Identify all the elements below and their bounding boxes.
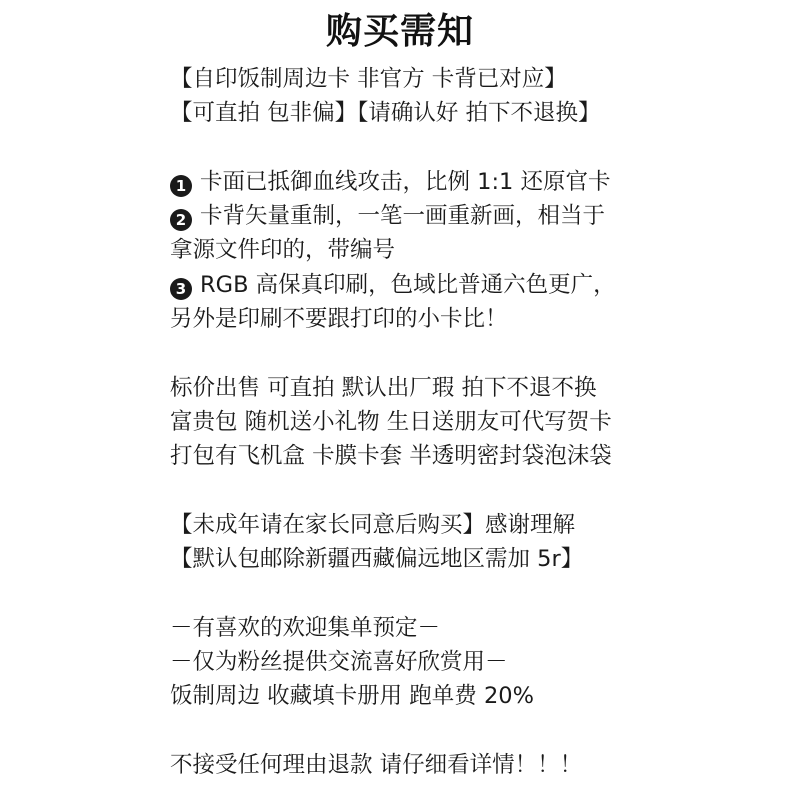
sales-line: 打包有飞机盒 卡膜卡套 半透明密封袋泡沫袋 [170,443,612,470]
feature-line [170,233,790,267]
extra-line: －有喜欢的欢迎集单预定－ [170,614,441,641]
feature-text: 卡背矢量重制，一笔一画重新画，相当于 [200,203,606,230]
feature-line [170,165,790,199]
feature-text: RGB 高保真印刷，色域比普通六色更广， [200,271,616,298]
spacer [170,131,790,165]
header-line: 【自印饭制周边卡 非官方 卡背已对应】 [170,66,567,92]
notice-line: 【未成年请在家长同意后购买】感谢理解 [170,511,576,538]
sales-line: 富贵包 随机送小礼物 生日送朋友可代写贺卡 [170,408,612,435]
number-3-icon: 3 [170,278,192,300]
number-1-icon: 1 [170,175,192,197]
extra-line: －仅为粉丝提供交流喜好欣赏用－ [170,649,508,676]
feature-text: 拿源文件印的，带编号 [170,237,396,264]
number-2-icon: 2 [170,209,192,231]
sales-line: 标价出售 可直拍 默认出厂瑕 拍下不退不换 [170,374,597,401]
feature-text: 卡面已抵御血线攻击，比例 1:1 还原官卡 [200,168,611,195]
feature-line [170,302,790,336]
spacer [170,474,790,508]
notice-line: 【默认包邮除新疆西藏偏远地区需加 5r】 [170,546,584,573]
spacer [170,714,790,748]
spacer [170,576,790,610]
footer-line: 不接受任何理由退款 请仔细看详情！！！ [170,751,583,778]
feature-line [170,199,790,233]
extra-line: 饭制周边 收藏填卡册用 跑单费 20% [170,683,534,710]
page-title: 购买需知 [325,11,474,52]
notice-body [170,62,790,782]
feature-text: 另外是印刷不要跟打印的小卡比！ [170,306,508,333]
header-line: 【可直拍 包非偏】【请确认好 拍下不退换】 [170,100,601,127]
feature-line [170,268,790,302]
spacer [170,336,790,370]
